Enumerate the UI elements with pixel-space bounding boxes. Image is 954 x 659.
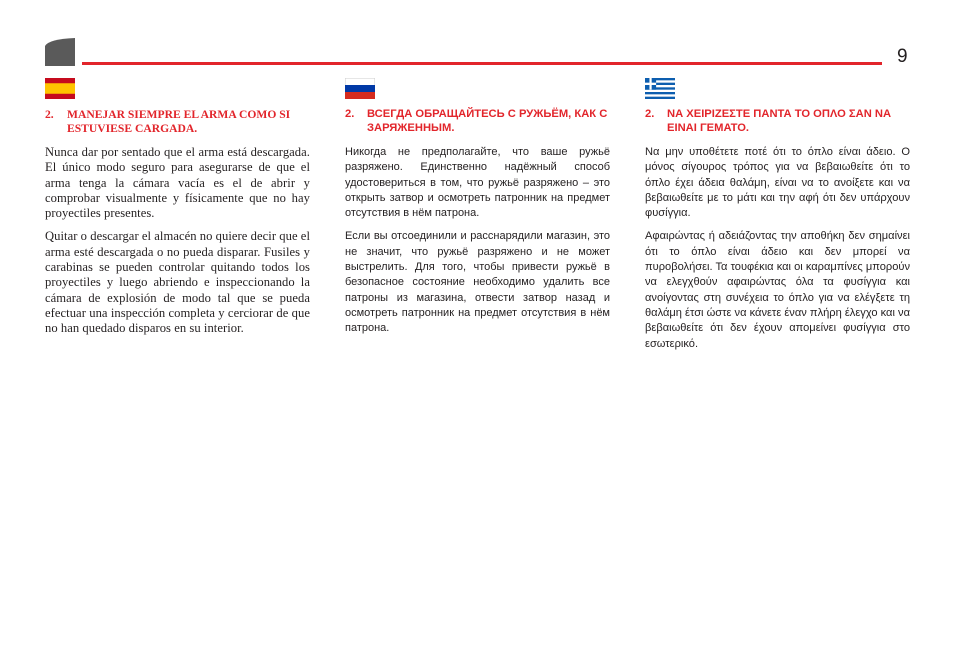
heading-text: ВСЕГДА ОБРАЩАЙТЕСЬ С РУЖЬЁМ, КАК С ЗАРЯЖЕННЫМ. — [367, 108, 608, 134]
paragraph: Никогда не предполагайте, что ваше ружьё разряжено. Единственно надёжный способ удостовериться в том, что ружьё разряжено – это открыть затвор и осмотреть патронник на предмет отсутствия в нём патрона. — [345, 146, 610, 220]
section-heading — [645, 108, 910, 135]
corner-tab-icon — [45, 38, 75, 66]
heading-number: 2. — [645, 108, 655, 120]
heading-text: MANEJAR SIEMPRE EL ARMA COMO SI ESTUVIESE CARGADA. — [67, 108, 291, 135]
column-greek — [645, 78, 910, 360]
paragraph: Να μην υποθέτετε ποτέ ότι το όπλο είναι άδειο. Ο μόνος σίγουρος τρόπος για να βεβαιωθείτε ότι το όπλο έχει άδεια θαλάμη, είναι να το ανοίξετε και να βεβαιωθείτε με το μάτι και την αφή ότι δεν υπάρχουν φυσίγγια. — [645, 146, 910, 220]
spain-flag-icon — [45, 78, 75, 99]
section-heading — [345, 108, 610, 135]
paragraph: Quitar o descargar el almacén no quiere decir que el arma esté descargada o no pueda disparar. Fusiles y carabinas se pueden controlar quitando todos los proyectiles y luego abriendo e inspeccionando la cámara de explosión de modo tal que se pueda efectuar una inspección completa y cerciorar de que no han quedado disparos en su interior. — [45, 229, 310, 336]
paragraph: Nunca dar por sentado que el arma está descargada. El único modo seguro para asegurarse de que el arma tenga la cámara vacía es el de abrir y comprobar visualmente y físicamente que no hay proyectiles presentes. — [45, 145, 310, 221]
russia-flag-icon — [345, 78, 375, 99]
paragraph: Если вы отсоединили и расснарядили магазин, это не значит, что ружьё разряжено и не может выстрелить. Для того, чтобы привести ружьё в безопасное состояние необходимо удалить все патроны из магазина, отвести затвор назад и осмотреть патронник на предмет отсутствия в нём патрона. — [345, 230, 610, 335]
greece-flag-icon — [645, 78, 675, 99]
paragraph: Αφαιρώντας ή αδειάζοντας την αποθήκη δεν σημαίνει ότι το όπλο είναι άδειο και δεν μπορεί να πυροβολήσει. Τα τουφέκια και οι καραμπίνες μπορούν να ελεγχθούν αφαιρώντας όλα τα φυσίγγια και ανοίγοντας στη συνέχεια το όπλο για να ελέγξετε τη θαλάμη έτσι ώστε να κάνετε έναν πλήρη έλεγχο και να βεβαιωθείτε ότι δεν έχουν απομείνει φυσίγγια στο εσωτερικό. — [645, 230, 910, 350]
column-russian — [345, 78, 610, 345]
page-number: 9 — [897, 46, 908, 67]
header-rule — [82, 62, 882, 65]
heading-number: 2. — [345, 108, 355, 120]
heading-number: 2. — [45, 108, 54, 121]
heading-text: ΝΑ ΧΕΙΡΙΖΕΣΤΕ ΠΑΝΤΑ ΤΟ ΟΠΛΟ ΣΑΝ ΝΑ ΕΙΝΑΙ ΓΕΜΑΤΟ. — [667, 108, 892, 134]
section-heading — [45, 108, 310, 135]
column-spanish — [45, 78, 310, 345]
